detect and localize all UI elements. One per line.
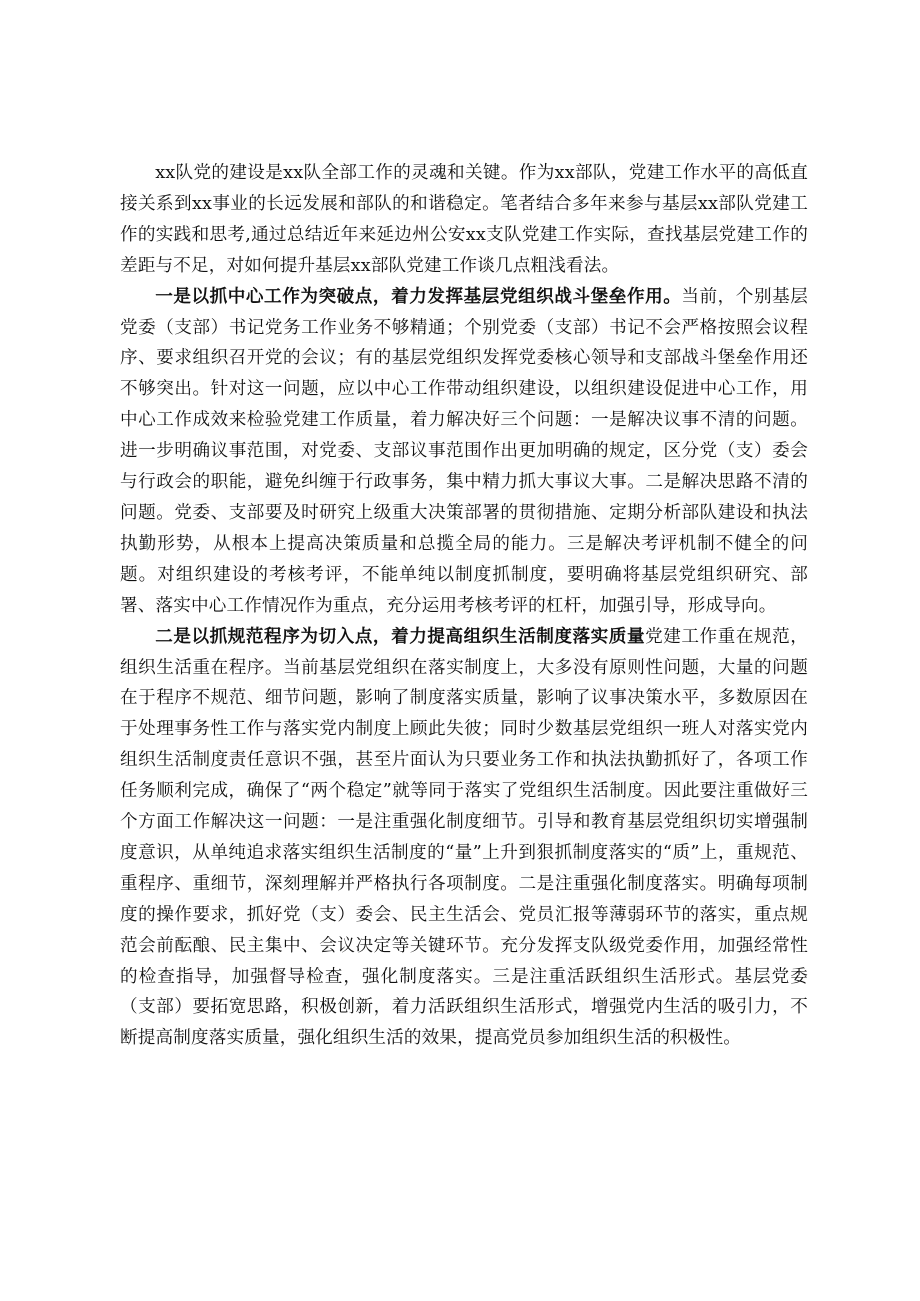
document-body	[120, 158, 808, 1054]
intro-paragraph	[120, 158, 808, 282]
paragraph-text: 党建工作重在规范，组织生活重在程序。当前基层党组织在落实制度上，大多没有原则性问题，大量的问题在于程序不规范、细节问题，影响了制度落实质量，影响了议事决策水平，多数原因在于处理事务性工作与落实党内制度上顾此失彼；同时少数基层党组织一班人对落实党内组织生活制度责任意识不强，甚至片面认为只要业务工作和执法执勤抓好了，各项工作任务顺利完成，确保了“两个稳定”就等同于落实了党组织生活制度。因此要注重做好三个方面工作解决这一问题：一是注重强化制度细节。引导和教育基层党组织切实增强制度意识，从单纯追求落实组织生活制度的“量”上升到狠抓制度落实的“质”上，重规范、重程序、重细节，深刻理解并严格执行各项制度。二是注重强化制度落实。明确每项制度的操作要求，抓好党（支）委会、民主生活会、党员汇报等薄弱环节的落实，重点规范会前酝酿、民主集中、会议决定等关键环节。充分发挥支队级党委作用，加强经常性的检查指导，加强督导检查，强化制度落实。三是注重活跃组织生活形式。基层党委（支部）要拓宽思路，积极创新，着力活跃组织生活形式，增强党内生活的吸引力，不断提高制度落实质量，强化组织生活的效果，提高党员参加组织生活的积极性。	[120, 626, 808, 1049]
paragraph-lead: 二是以抓规范程序为切入点，着力提高组织生活制度落实质量	[155, 626, 646, 647]
paragraph-lead: 一是以抓中心工作为突破点，着力发挥基层党组织战斗堡垒作用。	[155, 286, 682, 307]
point-two-paragraph	[120, 622, 808, 1055]
paragraph-text: 当前，个别基层党委（支部）书记党务工作业务不够精通；个别党委（支部）书记不会严格按照会议程序、要求组织召开党的会议；有的基层党组织发挥党委核心领导和支部战斗堡垒作用还不够突出。针对这一问题，应以中心工作带动组织建设，以组织建设促进中心工作，用中心工作成效来检验党建工作质量，着力解决好三个问题：一是解决议事不清的问题。进一步明确议事范围，对党委、支部议事范围作出更加明确的规定，区分党（支）委会与行政会的职能，避免纠缠于行政事务，集中精力抓大事议大事。二是解决思路不清的问题。党委、支部要及时研究上级重大决策部署的贯彻措施、定期分析部队建设和执法执勤形势，从根本上提高决策质量和总揽全局的能力。三是解决考评机制不健全的问题。对组织建设的考核考评，不能单纯以制度抓制度，要明确将基层党组织研究、部署、落实中心工作情况作为重点，充分运用考核考评的杠杆，加强引导，形成导向。	[120, 286, 808, 616]
paragraph-text: xx队党的建设是xx队全部工作的灵魂和关键。作为xx部队，党建工作水平的高低直接关系到xx事业的长远发展和部队的和谐稳定。笔者结合多年来参与基层xx部队党建工作的实践和思考,通过总结近年来延边州公安xx支队党建工作实际，查找基层党建工作的差距与不足，对如何提升基层xx部队党建工作谈几点粗浅看法。	[120, 163, 808, 276]
point-one-paragraph	[120, 282, 808, 622]
